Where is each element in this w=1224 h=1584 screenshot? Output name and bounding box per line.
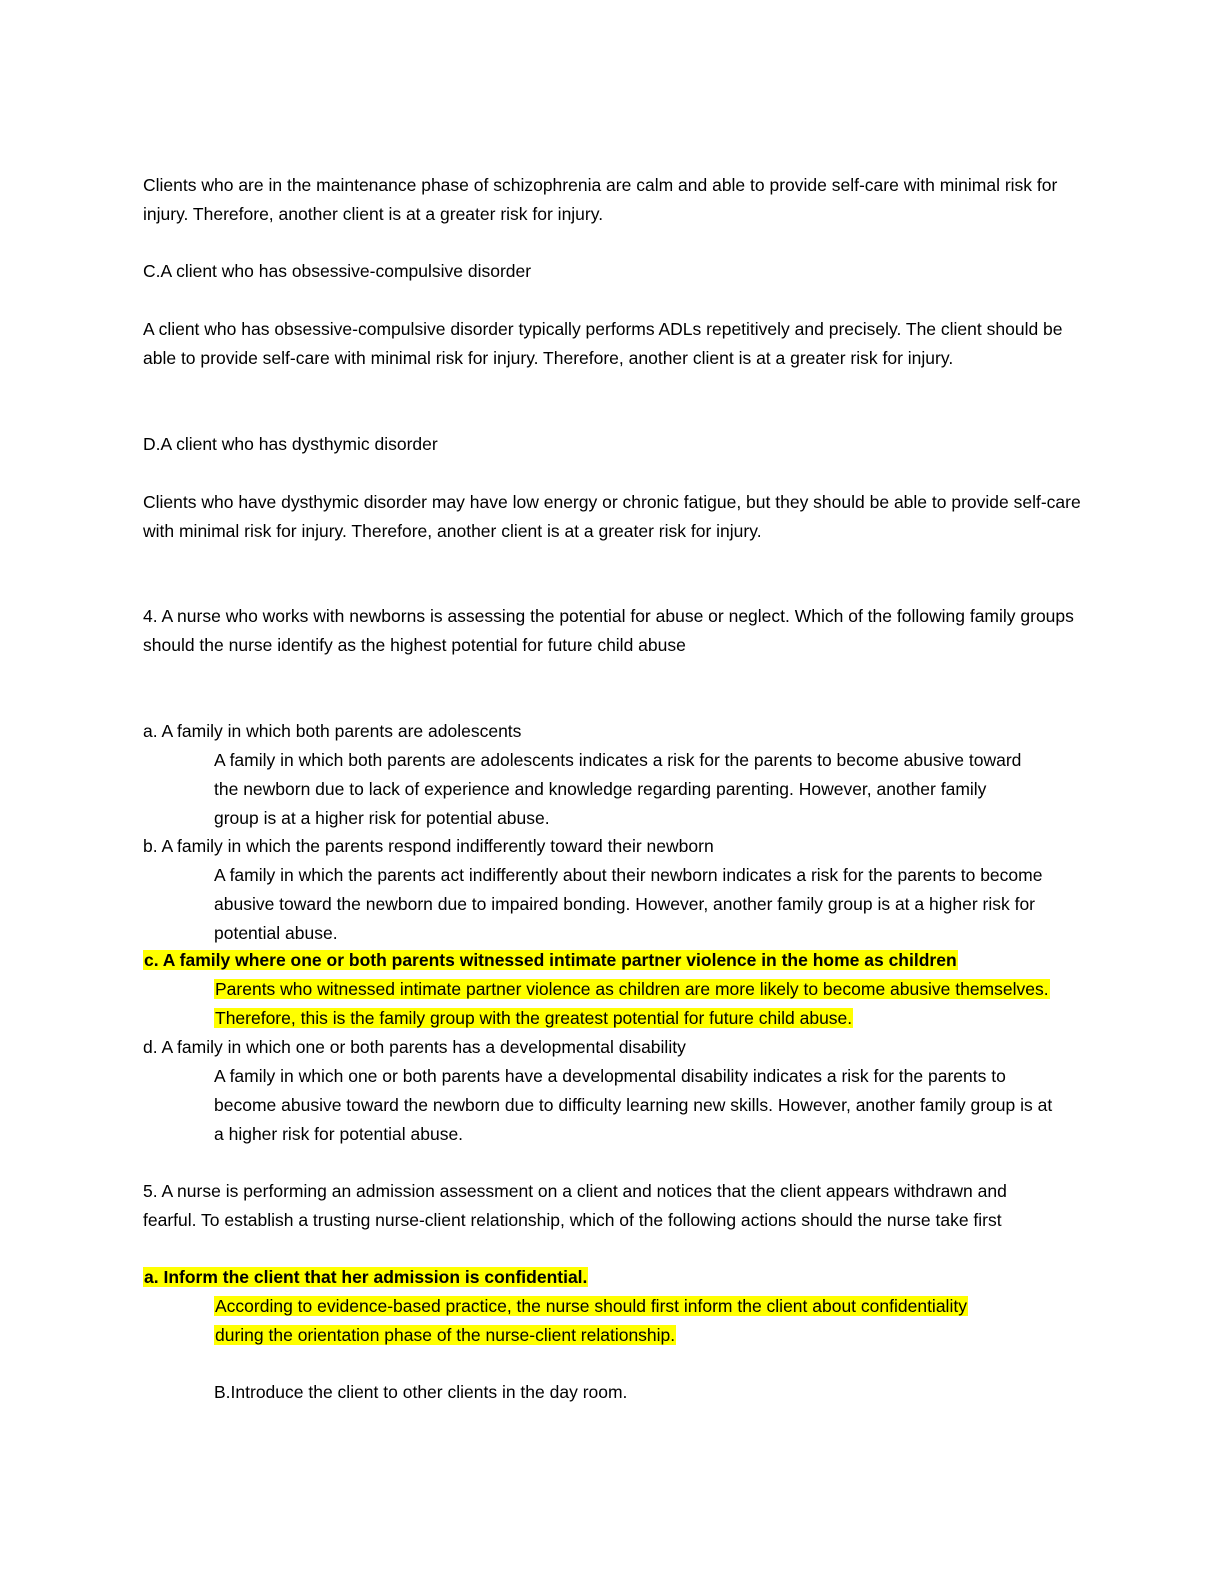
q4-option-d-rationale: A family in which one or both parents have a developmental disability indicates a risk for the parents to become abusive toward the newborn due to difficulty learning new skills. However, another family group is at a higher risk for potential abuse.: [214, 1066, 1053, 1144]
q5-option-b: B.Introduce the client to other clients in the day room.: [214, 1382, 628, 1402]
q5-option-a-correct: [143, 1263, 1083, 1292]
paragraph-ocd-rationale: A client who has obsessive-compulsive disorder typically performs ADLs repetitively and precisely. The client should be able to provide self-care with minimal risk for injury. Therefore, another client is at a greater risk for injury.: [143, 319, 1063, 368]
q4-option-b-rationale: A family in which the parents act indifferently about their newborn indicates a risk for the parents to become abusive toward the newborn due to impaired bonding. However, another family group is at a higher risk for potential abuse.: [214, 865, 1043, 943]
option-c-ocd: C.A client who has obsessive-compulsive disorder: [143, 261, 532, 281]
q4-option-c-rationale-highlight: Parents who witnessed intimate partner violence as children are more likely to become abusive themselves. Therefore, this is the family group with the greatest potential for future child abuse.: [215, 979, 1049, 1028]
q4-option-b: b. A family in which the parents respond indifferently toward their newborn: [143, 836, 714, 856]
paragraph-dysthymic-rationale: Clients who have dysthymic disorder may have low energy or chronic fatigue, but they should be able to provide self-care with minimal risk for injury. Therefore, another client is at a greater risk for injury.: [143, 492, 1081, 541]
q4-option-c-highlight: c. A family where one or both parents witnessed intimate partner violence in the home as children: [144, 950, 957, 970]
q4-option-d: d. A family in which one or both parents has a developmental disability: [143, 1037, 686, 1057]
q4-option-a-rationale: A family in which both parents are adolescents indicates a risk for the parents to become abusive toward the newborn due to lack of experience and knowledge regarding parenting. However, another family group is at a higher risk for potential abuse.: [214, 750, 1022, 828]
q5-option-a-rationale: [214, 1292, 974, 1350]
option-d-dysthymic: D.A client who has dysthymic disorder: [143, 434, 438, 454]
q4-option-a: a. A family in which both parents are adolescents: [143, 721, 522, 741]
q4-option-c-rationale: [214, 975, 1074, 1033]
q4-option-c-correct: [143, 946, 1083, 975]
q5-option-a-highlight: a. Inform the client that her admission is confidential.: [144, 1267, 588, 1287]
paragraph-schizophrenia-rationale: Clients who are in the maintenance phase of schizophrenia are calm and able to provide self-care with minimal risk for injury. Therefore, another client is at a greater risk for injury.: [143, 175, 1058, 224]
q5-option-a-rationale-highlight: According to evidence-based practice, the nurse should first inform the client about confidentiality during the orientation phase of the nurse-client relationship.: [215, 1296, 967, 1345]
question-4: 4. A nurse who works with newborns is assessing the potential for abuse or neglect. Which of the following family groups should the nurse identify as the highest potential for future child abuse: [143, 606, 1074, 655]
question-5: 5. A nurse is performing an admission assessment on a client and notices that the client appears withdrawn and fearful. To establish a trusting nurse-client relationship, which of the following actions should the nurse take first: [143, 1181, 1007, 1230]
